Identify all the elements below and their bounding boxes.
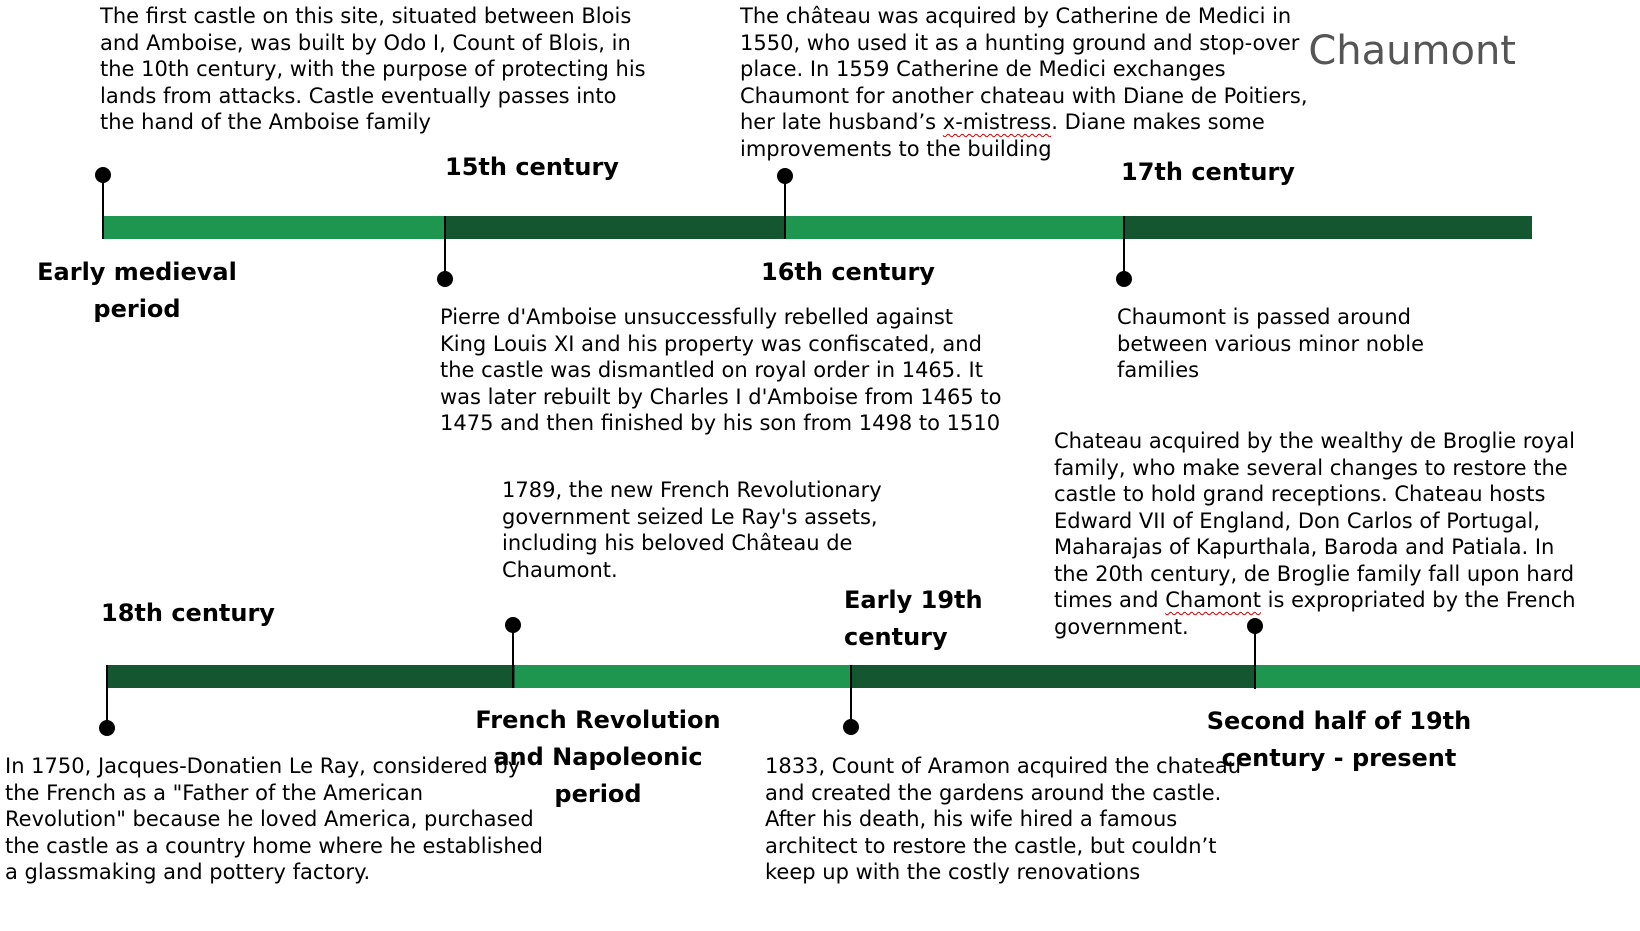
period-label-second-half-19th (1204, 703, 1474, 777)
marker-stem-french-revolution (512, 625, 514, 688)
desc-line: 1789, the new French Revolutionary (502, 478, 882, 502)
marker-stem-early-medieval (102, 176, 104, 239)
timeline2-segment-18th-century (107, 665, 515, 688)
period-description-early-19th-century (765, 753, 1241, 886)
desc-line: architect to restore the castle, but couldn’t (765, 833, 1217, 858)
period-label-16th-century (761, 254, 935, 291)
label-line: Early 19th (844, 586, 983, 614)
period-description-15th-century (440, 304, 1002, 437)
spellcheck-underline: x-mistress (942, 110, 1052, 134)
marker-dot-french-revolution (505, 617, 521, 633)
desc-line: family, who make several changes to restore the (1054, 455, 1568, 480)
period-description-17th-century (1117, 304, 1424, 384)
period-description-18th-century (5, 753, 543, 886)
marker-stem-18th-century (106, 665, 108, 728)
desc-line: government. (1054, 614, 1189, 639)
timeline1-segment-16th-century (785, 216, 1124, 239)
desc-line: place. In 1559 Catherine de Medici exchanges (740, 57, 1226, 81)
period-description-16th-century (740, 3, 1308, 162)
desc-line: The first castle on this site, situated between Blois (100, 4, 632, 28)
desc-line: Chaumont for another chateau with Diane de Poitiers, (740, 83, 1308, 108)
desc-line: 1550, who used it as a hunting ground and stop-over (740, 30, 1300, 55)
marker-dot-18th-century (99, 720, 115, 736)
label-line: French Revolution (475, 706, 721, 734)
desc-line: lands from attacks. Castle eventually passes into (100, 83, 617, 108)
desc-line: families (1117, 358, 1200, 382)
marker-stem-16th-century (784, 176, 786, 239)
label-line: and Napoleonic (493, 743, 703, 771)
label-line: 16th century (761, 258, 935, 286)
desc-line: 1475 and then finished by his son from 1498 to 1510 (440, 411, 1001, 435)
desc-line: Pierre d'Amboise unsuccessfully rebelled against (440, 305, 954, 329)
desc-line: the 10th century, with the purpose of protecting his (100, 57, 646, 81)
desc-line: a glassmaking and pottery factory. (5, 860, 371, 884)
label-line: period (93, 295, 181, 323)
desc-line: King Louis XI and his property was confiscated, and (440, 331, 982, 356)
desc-line: including his beloved Château de (502, 531, 853, 555)
marker-stem-17th-century (1123, 216, 1125, 279)
label-line: Second half of 19th (1206, 707, 1472, 735)
desc-line: Revolution" because he loved America, purchased (5, 807, 534, 831)
desc-line: was later rebuilt by Charles I d'Amboise from 1465 to (440, 384, 1002, 409)
desc-line: the castle as a country home where he established (5, 833, 543, 858)
desc-line: In 1750, Jacques-Donatien Le Ray, considered by (5, 754, 521, 778)
period-label-early-19th-century (844, 582, 983, 656)
desc-line: Chaumont. (502, 557, 618, 582)
period-description-early-medieval (100, 3, 646, 136)
label-line: 15th century (445, 153, 619, 181)
marker-dot-early-medieval (95, 167, 111, 183)
desc-line: After his death, his wife hired a famous (765, 807, 1178, 831)
label-line: century (844, 623, 948, 651)
period-description-second-half-19th (1054, 428, 1576, 640)
marker-dot-17th-century (1116, 271, 1132, 287)
label-line: 18th century (101, 599, 275, 627)
period-label-15th-century (445, 149, 619, 186)
desc-line: her late husband’s x-mistress. Diane makes some (740, 110, 1265, 134)
desc-line: Edward VII of England, Don Carlos of Portugal, (1054, 508, 1540, 533)
desc-line: 1833, Count of Aramon acquired the chateau (765, 754, 1242, 778)
marker-dot-16th-century (777, 168, 793, 184)
timeline2-segment-early-19th-century (851, 665, 1255, 688)
desc-line: times and Chamont is expropriated by the French (1054, 588, 1576, 612)
page-title: Chaumont (1308, 28, 1516, 74)
desc-line: the 20th century, de Broglie family fall upon hard (1054, 561, 1575, 586)
spellcheck-underline: Chamont (1165, 588, 1261, 612)
timeline1-segment-early-medieval (103, 216, 445, 239)
desc-line: and created the gardens around the castle. (765, 780, 1222, 805)
desc-line: the hand of the Amboise family (100, 110, 431, 134)
desc-line: The château was acquired by Catherine de Medici in (740, 4, 1292, 28)
label-line: period (554, 780, 642, 808)
timeline1-segment-17th-century (1124, 216, 1532, 239)
desc-line: government seized Le Ray's assets, (502, 504, 878, 529)
desc-line: Chaumont is passed around (1117, 305, 1411, 329)
period-label-18th-century (101, 595, 275, 632)
desc-line: and Amboise, was built by Odo I, Count of Blois, in (100, 30, 631, 55)
timeline2-segment-second-half-19th (1255, 665, 1640, 688)
marker-dot-early-19th-century (843, 719, 859, 735)
desc-line: the castle was dismantled on royal order in 1465. It (440, 358, 983, 382)
marker-dot-15th-century (437, 271, 453, 287)
period-description-french-revolution (502, 477, 882, 583)
label-line: 17th century (1121, 158, 1295, 186)
desc-line: Chateau acquired by the wealthy de Broglie royal (1054, 429, 1575, 453)
timeline1-segment-15th-century (445, 216, 785, 239)
desc-line: improvements to the building (740, 136, 1052, 161)
desc-line: the French as a "Father of the American (5, 780, 424, 805)
period-label-early-medieval (37, 254, 237, 328)
marker-stem-15th-century (444, 216, 446, 279)
desc-line: castle to hold grand receptions. Chateau hosts (1054, 482, 1546, 506)
timeline2-segment-french-revolution (515, 665, 851, 688)
desc-line: Maharajas of Kapurthala, Baroda and Patiala. In (1054, 535, 1555, 559)
desc-line: keep up with the costly renovations (765, 860, 1141, 884)
label-line: Early medieval (37, 258, 237, 286)
label-line: century - present (1221, 744, 1457, 772)
desc-line: between various minor noble (1117, 331, 1425, 356)
